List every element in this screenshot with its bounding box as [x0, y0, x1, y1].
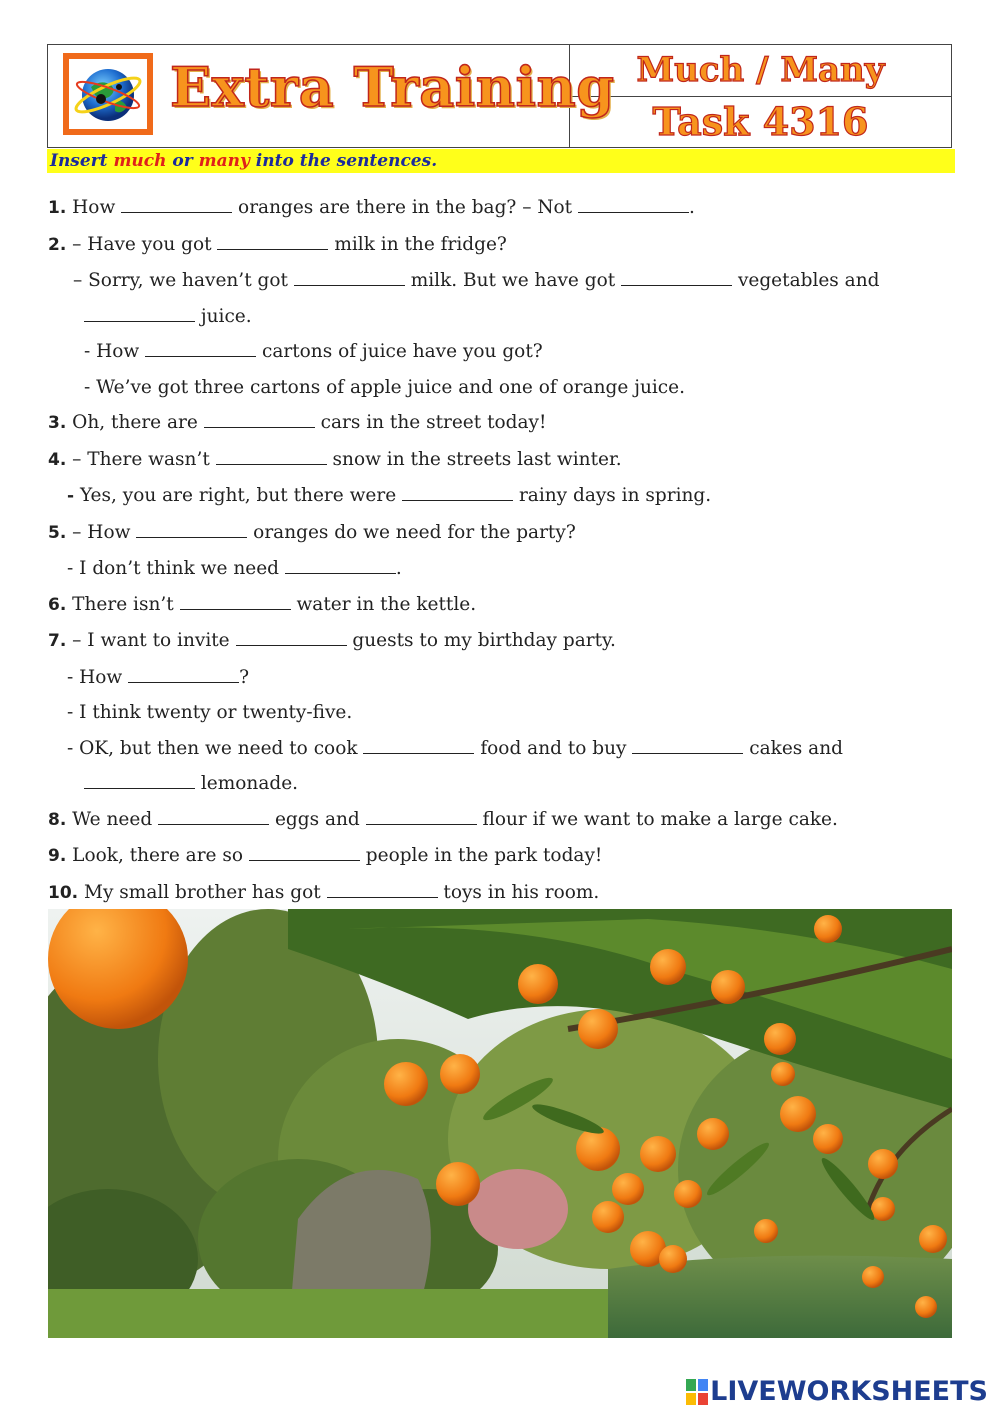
sentence-7-reply-cont — [0, 766, 1000, 802]
brand-title: Extra Training — [170, 55, 615, 119]
instruction-keyword-many: many — [198, 151, 250, 171]
sentence-text: Oh, there are — [66, 412, 204, 433]
sentence-text: How — [66, 197, 122, 218]
answer-blank[interactable] — [84, 774, 195, 789]
sentence-7 — [0, 623, 1000, 660]
orange-tree-photo — [48, 909, 952, 1338]
answer-blank[interactable] — [621, 271, 732, 286]
sentence-text: oranges do we need for the party? — [247, 521, 576, 543]
header-info-cell — [570, 45, 951, 147]
sentence-3 — [0, 405, 1000, 442]
sentence-number: 3. — [48, 413, 67, 433]
answer-blank[interactable] — [121, 198, 232, 213]
sentence-text: guests to my birthday party. — [346, 630, 616, 651]
footer-branding — [686, 1376, 988, 1407]
sentence-text: – There wasn’t — [66, 448, 216, 470]
answer-blank[interactable] — [632, 739, 743, 754]
sentence-number: 9. — [48, 846, 67, 866]
sentence-text: – Sorry, we haven’t got — [73, 270, 294, 291]
logo — [63, 53, 153, 135]
header-brand-cell — [48, 45, 615, 147]
answer-blank[interactable] — [84, 307, 195, 322]
answer-blank[interactable] — [294, 271, 405, 286]
sentence-text: snow in the streets last winter. — [326, 448, 622, 470]
answer-blank[interactable] — [249, 846, 360, 861]
answer-blank[interactable] — [327, 883, 438, 898]
sentence-text: Look, there are so — [66, 845, 249, 866]
sentence-text: water in the kettle. — [290, 593, 477, 615]
sentence-7-question — [0, 660, 1000, 696]
sentence-5 — [0, 515, 1000, 552]
sentence-number: 5. — [48, 522, 67, 543]
answer-blank[interactable] — [128, 668, 239, 683]
sentence-text: lemonade. — [195, 773, 299, 794]
sentence-text: - OK, but then we need to cook — [67, 737, 364, 759]
instruction-text: Insert — [50, 151, 114, 171]
sentence-text: - We’ve got three cartons of apple juice and one of orange juice. — [84, 376, 685, 398]
sentence-text: flour if we want to make a large cake. — [476, 808, 838, 830]
sentence-text: cars in the street today! — [314, 412, 547, 433]
sentence-text: – I want to invite — [66, 630, 236, 651]
footer-brand-text[interactable]: LIVEWORKSHEETS — [710, 1376, 988, 1407]
sentence-number: 6. — [48, 594, 67, 615]
sentence-text: . — [395, 558, 402, 579]
instruction-text: or — [166, 151, 199, 171]
task-number: Task 4316 — [652, 99, 869, 145]
answer-blank[interactable] — [180, 595, 291, 610]
answer-blank[interactable] — [136, 523, 247, 538]
answer-blank[interactable] — [217, 235, 328, 250]
answer-blank[interactable] — [366, 810, 477, 825]
sentence-text: rainy days in spring. — [513, 485, 712, 506]
sentence-text: juice. — [195, 305, 252, 327]
sentence-2 — [0, 227, 1000, 264]
sentence-text: - How — [67, 666, 129, 688]
sentence-2-answer — [0, 370, 1000, 406]
globe-icon — [69, 59, 147, 129]
sentence-text: milk in the fridge? — [328, 233, 507, 255]
answer-blank[interactable] — [236, 631, 347, 646]
sentence-number: 1. — [48, 198, 67, 218]
sentence-6 — [0, 587, 1000, 624]
sentence-4 — [0, 442, 1000, 479]
worksheet-header — [47, 44, 952, 148]
sentence-text: eggs and — [269, 808, 366, 830]
sentence-text: oranges are there in the bag? – Not — [232, 197, 578, 218]
sentence-text: vegetables and — [732, 270, 880, 291]
sentence-text: cakes and — [743, 737, 843, 759]
answer-blank[interactable] — [204, 413, 315, 428]
sentence-text: – How — [66, 521, 137, 543]
sentence-number: 4. — [48, 449, 67, 470]
sentence-text: There isn’t — [66, 593, 180, 615]
sentence-number: 7. — [48, 631, 67, 651]
sentence-5-reply — [0, 551, 1000, 587]
instruction-text: into the sentences. — [249, 151, 438, 171]
sentence-text: cartons of juice have you got? — [256, 341, 543, 362]
sentence-2-reply-cont — [0, 299, 1000, 335]
sentence-2-question — [0, 334, 1000, 370]
sentence-7-reply — [0, 731, 1000, 767]
sentence-text: - How — [84, 341, 146, 362]
sentence-7-answer — [0, 695, 1000, 731]
dash: - — [67, 486, 75, 506]
sentence-text: My small brother has got — [78, 881, 327, 903]
sentence-text: milk. But we have got — [404, 270, 622, 291]
answer-blank[interactable] — [285, 559, 396, 574]
sentence-10 — [0, 875, 1000, 912]
sentence-text: - I think twenty or twenty-five. — [67, 702, 353, 723]
sentence-number: 8. — [48, 809, 67, 830]
sentence-text: . — [689, 197, 695, 218]
sentence-text: Yes, you are right, but there were — [74, 485, 403, 506]
answer-blank[interactable] — [578, 198, 689, 213]
answer-blank[interactable] — [145, 342, 256, 357]
sentence-text: – Have you got — [66, 233, 218, 255]
sentence-text: food and to buy — [474, 737, 633, 759]
sentence-text: people in the park today! — [359, 845, 603, 866]
sentence-9 — [0, 838, 1000, 875]
sentence-text: ? — [239, 666, 250, 688]
sentence-8 — [0, 802, 1000, 839]
instruction-bar — [47, 149, 955, 173]
sentence-1 — [0, 190, 1000, 227]
answer-blank[interactable] — [158, 810, 269, 825]
liveworksheets-logo-icon — [686, 1379, 708, 1405]
sentence-number: 10. — [48, 882, 79, 903]
topic-title: Much / Many — [570, 45, 951, 97]
instruction-keyword-much: much — [113, 151, 167, 171]
sentence-text: We need — [66, 808, 159, 830]
sentence-number: 2. — [48, 234, 67, 255]
answer-blank[interactable] — [216, 450, 327, 465]
sentence-text: toys in his room. — [437, 881, 600, 903]
sentence-2-reply — [0, 263, 1000, 299]
sentence-text: - I don’t think we need — [67, 558, 285, 579]
answer-blank[interactable] — [402, 486, 513, 501]
exercise-list — [0, 190, 1000, 911]
answer-blank[interactable] — [363, 739, 474, 754]
sentence-4-reply — [0, 478, 1000, 515]
